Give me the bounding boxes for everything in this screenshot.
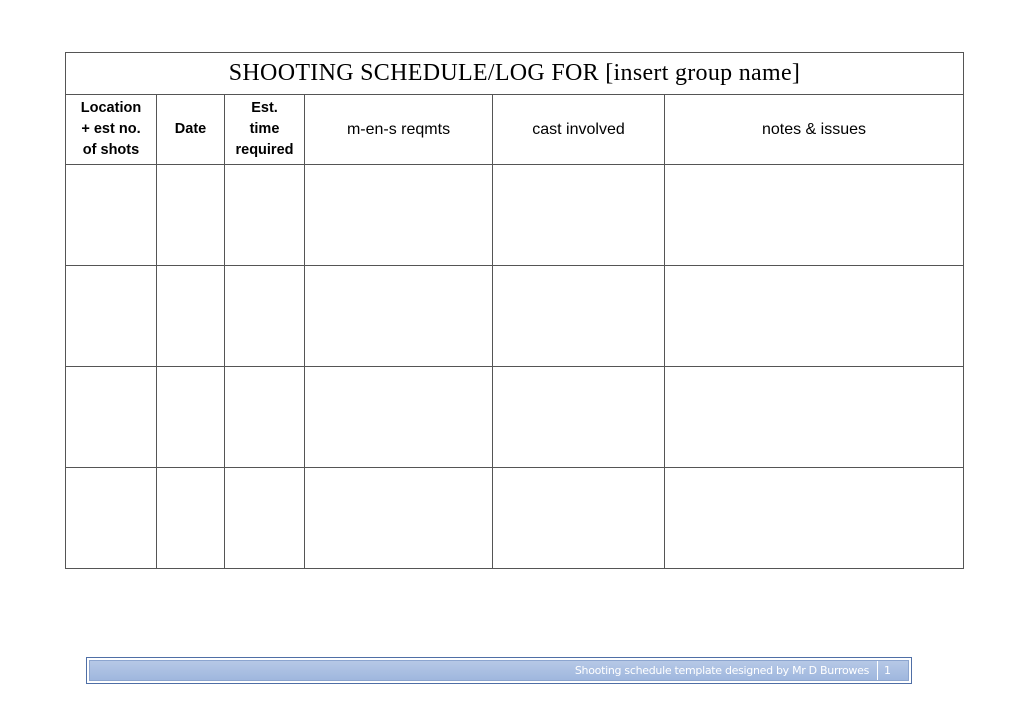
shooting-schedule-table <box>65 52 964 569</box>
table-cell[interactable] <box>305 468 493 569</box>
column-header-date <box>157 95 225 165</box>
column-header-location <box>66 95 157 165</box>
table-cell[interactable] <box>493 468 665 569</box>
table-cell[interactable] <box>305 266 493 367</box>
footer-inner <box>89 660 909 681</box>
table-cell[interactable] <box>305 367 493 468</box>
table-cell[interactable] <box>225 367 305 468</box>
column-header-line: of shots <box>82 142 140 158</box>
table-cell[interactable] <box>66 367 157 468</box>
table-cell[interactable] <box>66 266 157 367</box>
column-header-line: + est no. <box>81 121 141 137</box>
column-header-est-time <box>225 95 305 165</box>
table-cell[interactable] <box>493 165 665 266</box>
table-cell[interactable] <box>66 468 157 569</box>
table-cell[interactable] <box>157 165 225 266</box>
column-header-line: required <box>235 142 294 158</box>
table-cell[interactable] <box>493 367 665 468</box>
column-header-cast <box>493 95 665 165</box>
table-cell[interactable] <box>157 468 225 569</box>
table-cell[interactable] <box>225 165 305 266</box>
column-header-notes <box>665 95 964 165</box>
table-cell[interactable] <box>305 165 493 266</box>
page-footer <box>86 657 912 684</box>
footer-credit-text: Shooting schedule template designed by Mr D Burrowes <box>574 664 869 677</box>
table-cell[interactable] <box>665 468 964 569</box>
column-header-line: Location <box>80 100 142 116</box>
table-cell[interactable] <box>665 266 964 367</box>
page-number: 1 <box>878 661 908 680</box>
table-cell[interactable] <box>493 266 665 367</box>
table-cell[interactable] <box>665 367 964 468</box>
table-row <box>66 165 964 266</box>
column-header-line: cast involved <box>532 121 625 138</box>
column-header-line: time <box>249 121 280 137</box>
table-row <box>66 367 964 468</box>
column-header-line: Est. <box>251 100 278 116</box>
table-cell[interactable] <box>66 165 157 266</box>
document-title: SHOOTING SCHEDULE/LOG FOR [insert group name] <box>66 53 964 95</box>
table-cell[interactable] <box>157 266 225 367</box>
column-header-mens-reqmts <box>305 95 493 165</box>
table-row <box>66 266 964 367</box>
table-cell[interactable] <box>665 165 964 266</box>
table-cell[interactable] <box>225 266 305 367</box>
table-cell[interactable] <box>157 367 225 468</box>
column-header-line: notes & issues <box>761 121 867 138</box>
footer-bar <box>90 661 877 680</box>
table-row <box>66 468 964 569</box>
column-header-line: Date <box>174 121 207 137</box>
column-header-row <box>66 95 964 165</box>
table-cell[interactable] <box>225 468 305 569</box>
column-header-line: m-en-s reqmts <box>346 121 451 138</box>
